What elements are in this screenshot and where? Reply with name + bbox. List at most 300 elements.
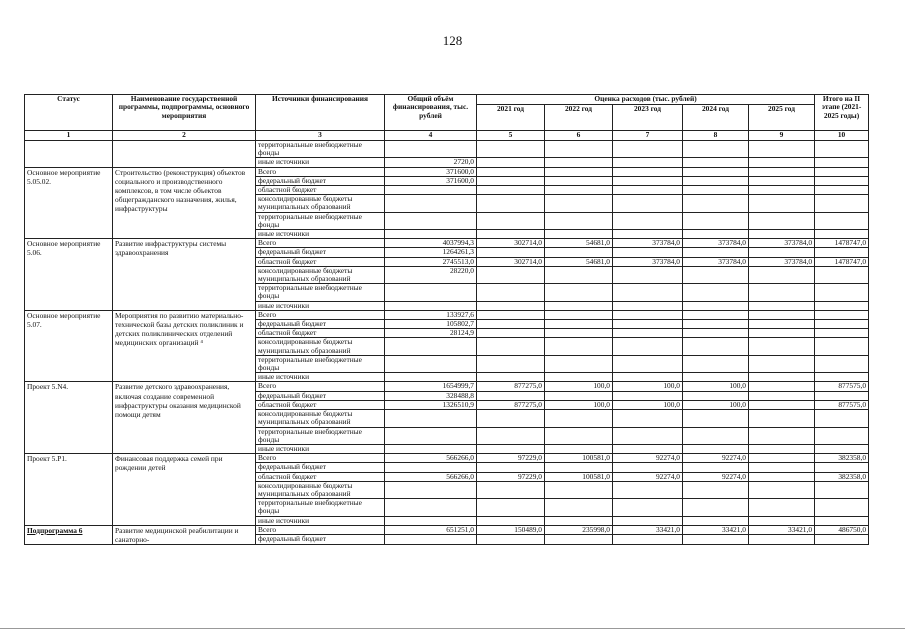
value-cell-y2021 bbox=[477, 158, 545, 167]
funding-source-cell: консолидированные бюджеты муниципальных образований bbox=[256, 195, 385, 212]
value-cell-y2022 bbox=[545, 158, 613, 167]
value-cell-y2022 bbox=[545, 535, 613, 545]
value-cell-total bbox=[385, 481, 477, 498]
value-cell-y2021: 150489,0 bbox=[477, 525, 545, 535]
status-label: Проект 5.P1. bbox=[27, 454, 67, 464]
value-cell-total: 105802,7 bbox=[385, 320, 477, 329]
value-cell-y2021 bbox=[477, 320, 545, 329]
value-cell-y2021: 302714,0 bbox=[477, 257, 545, 266]
funding-source-cell: областной бюджет bbox=[256, 257, 385, 266]
value-cell-y2023 bbox=[613, 516, 683, 525]
value-cell-y2025 bbox=[749, 248, 815, 257]
value-cell-y2022 bbox=[545, 499, 613, 516]
value-cell-stage2 bbox=[815, 167, 869, 176]
value-cell-stage2 bbox=[815, 463, 869, 472]
value-cell-stage2 bbox=[815, 248, 869, 257]
value-cell-stage2 bbox=[815, 410, 869, 427]
value-cell-total bbox=[385, 186, 477, 195]
value-cell-y2023 bbox=[613, 444, 683, 453]
value-cell-stage2 bbox=[815, 284, 869, 301]
value-cell-y2022 bbox=[545, 248, 613, 257]
value-cell-stage2 bbox=[815, 212, 869, 229]
program-name-cell: Мероприятия по развитию материально-технической базы детских поликлиник и детских поликлинических отделений медицинских организаций ⁴ bbox=[113, 310, 256, 382]
value-cell-y2021: 877275,0 bbox=[477, 382, 545, 391]
value-cell-stage2 bbox=[815, 329, 869, 338]
value-cell-total: 371600,0 bbox=[385, 167, 477, 176]
value-cell-y2025: 373784,0 bbox=[749, 257, 815, 266]
value-cell-y2023 bbox=[613, 391, 683, 400]
value-cell-total bbox=[385, 373, 477, 382]
value-cell-y2025 bbox=[749, 195, 815, 212]
value-cell-y2023 bbox=[613, 230, 683, 239]
header-estimate: Оценка расходов (тыс. рублей) bbox=[477, 95, 815, 105]
value-cell-y2025 bbox=[749, 338, 815, 355]
value-cell-y2023 bbox=[613, 212, 683, 229]
value-cell-y2022: 100,0 bbox=[545, 382, 613, 391]
value-cell-stage2: 486750,0 bbox=[815, 525, 869, 535]
value-cell-y2024 bbox=[683, 310, 749, 319]
value-cell-total: 566266,0 bbox=[385, 454, 477, 463]
value-cell-y2024 bbox=[683, 301, 749, 310]
header-stage2: Итого на II этапе (2021-2025 годы) bbox=[815, 95, 869, 131]
status-cell bbox=[25, 525, 113, 544]
funding-source-cell: иные источники bbox=[256, 444, 385, 453]
table-row bbox=[25, 141, 869, 158]
value-cell-y2024: 373784,0 bbox=[683, 257, 749, 266]
funding-source-cell: консолидированные бюджеты муниципальных образований bbox=[256, 266, 385, 283]
value-cell-y2025 bbox=[749, 284, 815, 301]
funding-source-cell: иные источники bbox=[256, 516, 385, 525]
value-cell-total: 1264261,3 bbox=[385, 248, 477, 257]
value-cell-y2025 bbox=[749, 373, 815, 382]
value-cell-y2023 bbox=[613, 301, 683, 310]
value-cell-y2025 bbox=[749, 382, 815, 391]
value-cell-y2024 bbox=[683, 248, 749, 257]
value-cell-y2021 bbox=[477, 176, 545, 185]
header-2022: 2022 год bbox=[545, 105, 613, 131]
value-cell-y2024: 100,0 bbox=[683, 400, 749, 409]
value-cell-y2022 bbox=[545, 391, 613, 400]
funding-source-cell: иные источники bbox=[256, 230, 385, 239]
header-total: Общий объём финансирования, тыс. рублей bbox=[385, 95, 477, 131]
value-cell-total bbox=[385, 141, 477, 158]
value-cell-total bbox=[385, 284, 477, 301]
funding-source-cell: иные источники bbox=[256, 158, 385, 167]
value-cell-y2023 bbox=[613, 481, 683, 498]
funding-source-cell: федеральный бюджет bbox=[256, 463, 385, 472]
value-cell-y2025 bbox=[749, 176, 815, 185]
value-cell-stage2 bbox=[815, 230, 869, 239]
value-cell-total: 133927,6 bbox=[385, 310, 477, 319]
program-name-cell: Развитие детского здравоохранения, включая создание современной инфраструктуры оказания медицинской помощи детям bbox=[113, 382, 256, 454]
value-cell-y2022 bbox=[545, 355, 613, 372]
value-cell-y2022 bbox=[545, 516, 613, 525]
value-cell-y2025 bbox=[749, 444, 815, 453]
value-cell-stage2 bbox=[815, 195, 869, 212]
value-cell-y2021 bbox=[477, 410, 545, 427]
value-cell-total bbox=[385, 427, 477, 444]
funding-source-cell: областной бюджет bbox=[256, 472, 385, 481]
value-cell-y2023 bbox=[613, 195, 683, 212]
value-cell-y2023: 373784,0 bbox=[613, 257, 683, 266]
funding-source-cell: Всего bbox=[256, 239, 385, 248]
value-cell-y2023: 92274,0 bbox=[613, 454, 683, 463]
header-2021: 2021 год bbox=[477, 105, 545, 131]
funding-source-cell: территориальные внебюджетные фонды bbox=[256, 212, 385, 229]
value-cell-y2021 bbox=[477, 427, 545, 444]
value-cell-y2021: 97229,0 bbox=[477, 454, 545, 463]
value-cell-y2022 bbox=[545, 212, 613, 229]
value-cell-y2025 bbox=[749, 355, 815, 372]
value-cell-y2022 bbox=[545, 195, 613, 212]
value-cell-total: 1326510,9 bbox=[385, 400, 477, 409]
value-cell-y2021 bbox=[477, 284, 545, 301]
value-cell-total bbox=[385, 516, 477, 525]
value-cell-y2021 bbox=[477, 516, 545, 525]
funding-source-cell: территориальные внебюджетные фонды bbox=[256, 499, 385, 516]
program-name-cell: Финансовая поддержка семей при рождении детей bbox=[113, 454, 256, 526]
value-cell-y2023: 92274,0 bbox=[613, 472, 683, 481]
value-cell-y2024 bbox=[683, 230, 749, 239]
value-cell-stage2 bbox=[815, 499, 869, 516]
value-cell-stage2 bbox=[815, 266, 869, 283]
value-cell-y2024 bbox=[683, 141, 749, 158]
value-cell-y2021: 877275,0 bbox=[477, 400, 545, 409]
value-cell-y2024 bbox=[683, 481, 749, 498]
header-sources: Источники финансирования bbox=[256, 95, 385, 131]
status-cell bbox=[25, 141, 113, 168]
value-cell-y2022 bbox=[545, 338, 613, 355]
value-cell-total: 1654999,7 bbox=[385, 382, 477, 391]
funding-source-cell: Всего bbox=[256, 167, 385, 176]
value-cell-total bbox=[385, 212, 477, 229]
funding-source-cell: федеральный бюджет bbox=[256, 248, 385, 257]
value-cell-y2021 bbox=[477, 186, 545, 195]
value-cell-y2023 bbox=[613, 310, 683, 319]
funding-source-cell: территориальные внебюджетные фонды bbox=[256, 355, 385, 372]
col-number: 10 bbox=[815, 131, 869, 141]
value-cell-y2025 bbox=[749, 186, 815, 195]
funding-source-cell: областной бюджет bbox=[256, 400, 385, 409]
value-cell-stage2 bbox=[815, 310, 869, 319]
value-cell-y2023: 100,0 bbox=[613, 382, 683, 391]
value-cell-y2022 bbox=[545, 373, 613, 382]
status-label: Основное мероприятие 5.05.02. bbox=[27, 167, 101, 186]
col-number: 1 bbox=[25, 131, 113, 141]
value-cell-stage2: 877575,0 bbox=[815, 382, 869, 391]
status-cell bbox=[25, 382, 113, 454]
value-cell-y2023 bbox=[613, 248, 683, 257]
value-cell-total: 651251,0 bbox=[385, 525, 477, 535]
value-cell-stage2 bbox=[815, 158, 869, 167]
value-cell-y2025 bbox=[749, 301, 815, 310]
funding-source-cell: территориальные внебюджетные фонды bbox=[256, 141, 385, 158]
status-label: Основное мероприятие 5.07. bbox=[27, 310, 101, 330]
value-cell-y2024 bbox=[683, 176, 749, 185]
value-cell-y2023 bbox=[613, 535, 683, 545]
col-number: 4 bbox=[385, 131, 477, 141]
value-cell-y2023: 373784,0 bbox=[613, 239, 683, 248]
value-cell-y2022 bbox=[545, 329, 613, 338]
page-number: 128 bbox=[442, 33, 463, 48]
header-program: Наименование государственной программы, подпрограммы, основного мероприятия bbox=[113, 95, 256, 131]
value-cell-y2022 bbox=[545, 230, 613, 239]
value-cell-total: 2720,0 bbox=[385, 158, 477, 167]
value-cell-stage2 bbox=[815, 481, 869, 498]
value-cell-y2022 bbox=[545, 141, 613, 158]
col-number: 7 bbox=[613, 131, 683, 141]
value-cell-total: 28124,9 bbox=[385, 329, 477, 338]
table-row bbox=[25, 454, 869, 463]
header-status: Статус bbox=[25, 95, 113, 131]
value-cell-y2021 bbox=[477, 167, 545, 176]
value-cell-total: 371600,0 bbox=[385, 176, 477, 185]
value-cell-y2023 bbox=[613, 410, 683, 427]
value-cell-y2025 bbox=[749, 391, 815, 400]
value-cell-y2025 bbox=[749, 400, 815, 409]
value-cell-stage2 bbox=[815, 535, 869, 545]
value-cell-y2021 bbox=[477, 329, 545, 338]
value-cell-stage2 bbox=[815, 373, 869, 382]
value-cell-y2022: 100581,0 bbox=[545, 454, 613, 463]
funding-source-cell: федеральный бюджет bbox=[256, 176, 385, 185]
value-cell-y2024: 92274,0 bbox=[683, 472, 749, 481]
value-cell-y2023 bbox=[613, 320, 683, 329]
col-number: 2 bbox=[113, 131, 256, 141]
value-cell-y2025 bbox=[749, 141, 815, 158]
value-cell-y2021 bbox=[477, 195, 545, 212]
value-cell-y2021 bbox=[477, 444, 545, 453]
value-cell-y2021 bbox=[477, 141, 545, 158]
value-cell-y2023 bbox=[613, 266, 683, 283]
value-cell-y2025: 33421,0 bbox=[749, 525, 815, 535]
value-cell-y2022 bbox=[545, 427, 613, 444]
status-cell bbox=[25, 454, 113, 526]
value-cell-y2023: 33421,0 bbox=[613, 525, 683, 535]
value-cell-y2025 bbox=[749, 535, 815, 545]
value-cell-y2022 bbox=[545, 410, 613, 427]
value-cell-y2024 bbox=[683, 284, 749, 301]
value-cell-y2022 bbox=[545, 167, 613, 176]
value-cell-total bbox=[385, 410, 477, 427]
value-cell-y2025 bbox=[749, 212, 815, 229]
value-cell-y2023 bbox=[613, 338, 683, 355]
value-cell-y2025 bbox=[749, 167, 815, 176]
status-cell bbox=[25, 310, 113, 382]
value-cell-y2024 bbox=[683, 535, 749, 545]
funding-source-cell: Всего bbox=[256, 382, 385, 391]
value-cell-stage2: 877575,0 bbox=[815, 400, 869, 409]
value-cell-y2022: 235998,0 bbox=[545, 525, 613, 535]
value-cell-y2024 bbox=[683, 355, 749, 372]
funding-source-cell: федеральный бюджет bbox=[256, 391, 385, 400]
value-cell-total: 328488,8 bbox=[385, 391, 477, 400]
value-cell-y2024 bbox=[683, 338, 749, 355]
value-cell-y2024 bbox=[683, 212, 749, 229]
value-cell-y2024 bbox=[683, 320, 749, 329]
value-cell-total: 566266,0 bbox=[385, 472, 477, 481]
value-cell-stage2: 382358,0 bbox=[815, 454, 869, 463]
table-body bbox=[25, 141, 869, 545]
value-cell-y2024 bbox=[683, 427, 749, 444]
value-cell-y2021: 302714,0 bbox=[477, 239, 545, 248]
table-row bbox=[25, 525, 869, 535]
value-cell-y2023: 100,0 bbox=[613, 400, 683, 409]
value-cell-y2025 bbox=[749, 463, 815, 472]
funding-source-cell: территориальные внебюджетные фонды bbox=[256, 284, 385, 301]
value-cell-y2024 bbox=[683, 266, 749, 283]
value-cell-total bbox=[385, 195, 477, 212]
value-cell-total: 4037994,3 bbox=[385, 239, 477, 248]
value-cell-y2022 bbox=[545, 266, 613, 283]
value-cell-y2025 bbox=[749, 158, 815, 167]
value-cell-y2023 bbox=[613, 329, 683, 338]
value-cell-y2025 bbox=[749, 320, 815, 329]
value-cell-stage2 bbox=[815, 186, 869, 195]
funding-source-cell: федеральный бюджет bbox=[256, 320, 385, 329]
value-cell-y2021 bbox=[477, 499, 545, 516]
value-cell-y2022: 54681,0 bbox=[545, 239, 613, 248]
value-cell-y2024: 92274,0 bbox=[683, 454, 749, 463]
page-bottom-rule bbox=[0, 628, 905, 629]
value-cell-y2025 bbox=[749, 329, 815, 338]
value-cell-y2021 bbox=[477, 266, 545, 283]
table-row bbox=[25, 167, 869, 176]
value-cell-y2022: 54681,0 bbox=[545, 257, 613, 266]
funding-source-cell: Всего bbox=[256, 525, 385, 535]
value-cell-y2024 bbox=[683, 186, 749, 195]
value-cell-total bbox=[385, 301, 477, 310]
value-cell-total bbox=[385, 444, 477, 453]
value-cell-y2021 bbox=[477, 391, 545, 400]
funding-source-cell: областной бюджет bbox=[256, 329, 385, 338]
value-cell-y2021: 97229,0 bbox=[477, 472, 545, 481]
value-cell-y2022 bbox=[545, 444, 613, 453]
value-cell-y2025 bbox=[749, 516, 815, 525]
value-cell-total: 2745513,0 bbox=[385, 257, 477, 266]
value-cell-total bbox=[385, 355, 477, 372]
value-cell-y2025 bbox=[749, 472, 815, 481]
funding-source-cell: консолидированные бюджеты муниципальных образований bbox=[256, 338, 385, 355]
value-cell-stage2: 382358,0 bbox=[815, 472, 869, 481]
value-cell-stage2: 1478747,0 bbox=[815, 257, 869, 266]
value-cell-y2023 bbox=[613, 373, 683, 382]
value-cell-y2023 bbox=[613, 463, 683, 472]
value-cell-y2025 bbox=[749, 230, 815, 239]
value-cell-stage2 bbox=[815, 338, 869, 355]
value-cell-total bbox=[385, 338, 477, 355]
value-cell-stage2 bbox=[815, 141, 869, 158]
value-cell-y2022: 100581,0 bbox=[545, 472, 613, 481]
value-cell-y2022 bbox=[545, 310, 613, 319]
table-row bbox=[25, 239, 869, 248]
value-cell-stage2 bbox=[815, 301, 869, 310]
value-cell-y2021 bbox=[477, 481, 545, 498]
funding-source-cell: Всего bbox=[256, 454, 385, 463]
funding-source-cell: федеральный бюджет bbox=[256, 535, 385, 545]
funding-source-cell: консолидированные бюджеты муниципальных образований bbox=[256, 481, 385, 498]
funding-source-cell: Всего bbox=[256, 310, 385, 319]
value-cell-y2024 bbox=[683, 373, 749, 382]
header-2025: 2025 год bbox=[749, 105, 815, 131]
value-cell-y2023 bbox=[613, 141, 683, 158]
value-cell-y2023 bbox=[613, 186, 683, 195]
value-cell-total: 28220,0 bbox=[385, 266, 477, 283]
value-cell-y2023 bbox=[613, 176, 683, 185]
value-cell-total bbox=[385, 499, 477, 516]
value-cell-total bbox=[385, 535, 477, 545]
value-cell-y2025 bbox=[749, 310, 815, 319]
value-cell-y2021 bbox=[477, 535, 545, 545]
status-cell bbox=[25, 239, 113, 311]
funding-source-cell: иные источники bbox=[256, 373, 385, 382]
header-2023: 2023 год bbox=[613, 105, 683, 131]
status-label: Основное мероприятие 5.06. bbox=[27, 239, 101, 258]
header-2024: 2024 год bbox=[683, 105, 749, 131]
program-name-cell bbox=[113, 141, 256, 168]
value-cell-y2024 bbox=[683, 195, 749, 212]
value-cell-y2025 bbox=[749, 266, 815, 283]
value-cell-stage2 bbox=[815, 355, 869, 372]
value-cell-stage2 bbox=[815, 176, 869, 185]
funding-source-cell: территориальные внебюджетные фонды bbox=[256, 427, 385, 444]
value-cell-y2022 bbox=[545, 176, 613, 185]
value-cell-stage2 bbox=[815, 391, 869, 400]
value-cell-y2022 bbox=[545, 284, 613, 301]
value-cell-total bbox=[385, 463, 477, 472]
value-cell-y2023 bbox=[613, 499, 683, 516]
value-cell-y2021 bbox=[477, 338, 545, 355]
program-name-cell: Развитие медицинской реабилитации и санаторно- bbox=[113, 525, 256, 544]
value-cell-y2025 bbox=[749, 427, 815, 444]
value-cell-y2023 bbox=[613, 158, 683, 167]
value-cell-y2023 bbox=[613, 284, 683, 301]
value-cell-y2024: 100,0 bbox=[683, 382, 749, 391]
value-cell-y2025 bbox=[749, 499, 815, 516]
value-cell-y2021 bbox=[477, 373, 545, 382]
value-cell-stage2 bbox=[815, 516, 869, 525]
value-cell-y2021 bbox=[477, 355, 545, 372]
value-cell-y2024 bbox=[683, 516, 749, 525]
funding-source-cell: областной бюджет bbox=[256, 186, 385, 195]
value-cell-y2022 bbox=[545, 186, 613, 195]
status-label: Подпрограмма 6 bbox=[27, 525, 83, 535]
value-cell-total bbox=[385, 230, 477, 239]
status-cell bbox=[25, 167, 113, 239]
value-cell-y2021 bbox=[477, 301, 545, 310]
funding-source-cell: консолидированные бюджеты муниципальных образований bbox=[256, 410, 385, 427]
value-cell-y2022 bbox=[545, 481, 613, 498]
value-cell-y2025: 373784,0 bbox=[749, 239, 815, 248]
value-cell-y2024 bbox=[683, 444, 749, 453]
table-row bbox=[25, 310, 869, 319]
col-number: 9 bbox=[749, 131, 815, 141]
value-cell-y2024 bbox=[683, 410, 749, 427]
value-cell-y2024 bbox=[683, 167, 749, 176]
program-name-cell: Развитие инфраструктуры системы здравоохранения bbox=[113, 239, 256, 311]
value-cell-y2024 bbox=[683, 391, 749, 400]
value-cell-y2025 bbox=[749, 481, 815, 498]
value-cell-y2021 bbox=[477, 463, 545, 472]
value-cell-y2023 bbox=[613, 355, 683, 372]
col-number: 6 bbox=[545, 131, 613, 141]
value-cell-y2024: 33421,0 bbox=[683, 525, 749, 535]
program-name-cell: Строительство (реконструкция) объектов социального и производственного комплексов, в том числе объектов общегражданского назначения, жилья, инфраструктуры bbox=[113, 167, 256, 239]
value-cell-y2024 bbox=[683, 463, 749, 472]
value-cell-y2021 bbox=[477, 230, 545, 239]
value-cell-y2021 bbox=[477, 248, 545, 257]
value-cell-y2024 bbox=[683, 499, 749, 516]
